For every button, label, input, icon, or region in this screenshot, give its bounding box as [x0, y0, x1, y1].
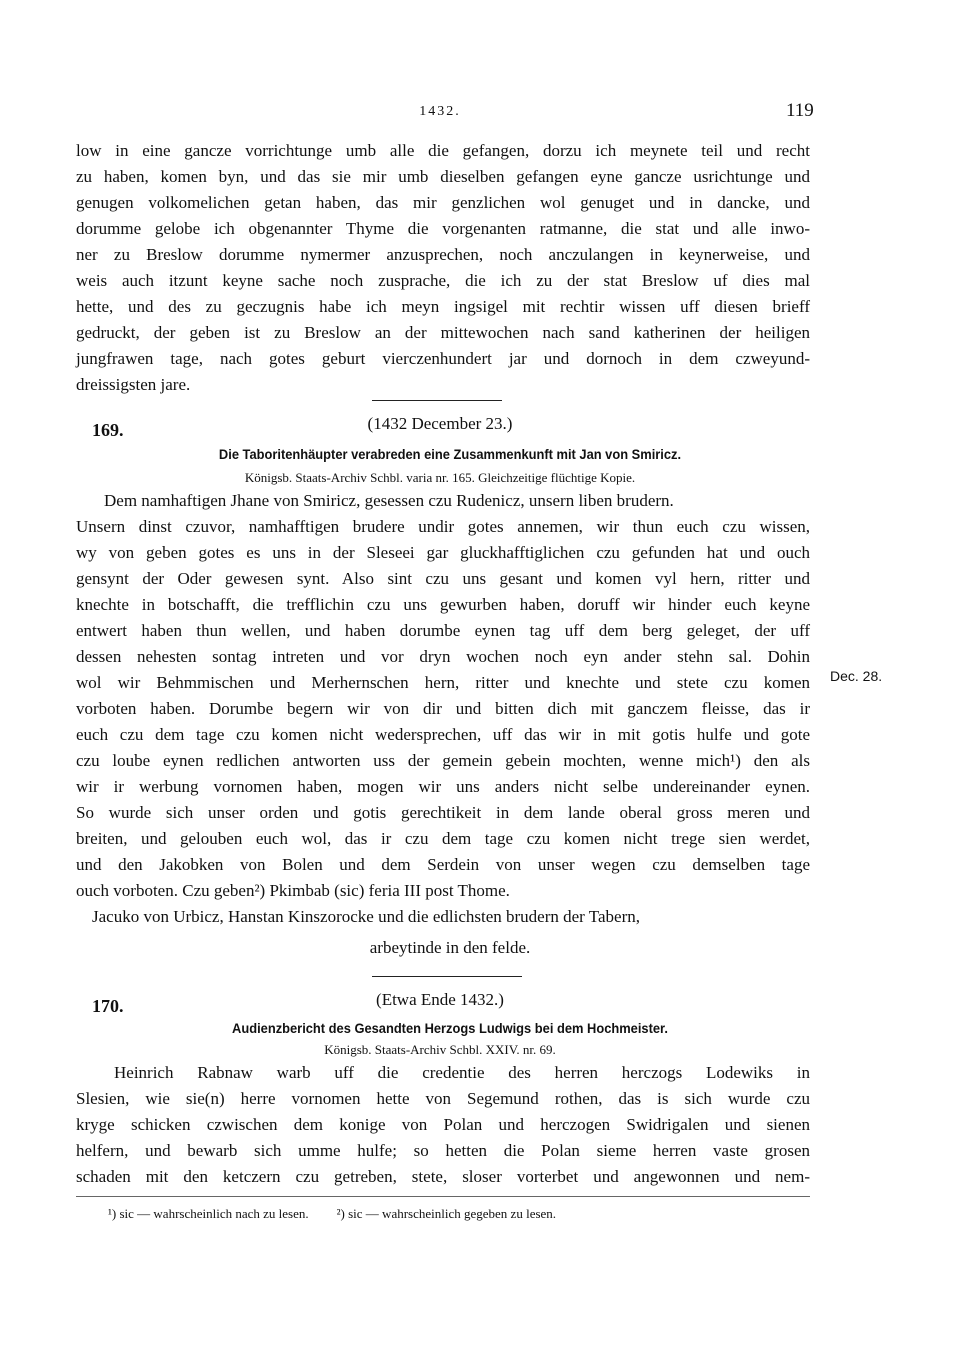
document-title: Die Taboritenhäupter verabreden eine Zusammenkunft mit Jan von Smiricz.	[218, 446, 682, 462]
text-line: Heinrich Rabnaw warb uff die credentie des herren herczogs Lodewiks in	[114, 1063, 810, 1082]
text-line: ner zu Breslow dorumme nymermer anzusprechen, noch anczulangen in keynerweise, und	[76, 245, 810, 264]
text-line: knechte in botschafft, die trefflichin czu uns gewurben haben, doruff wir hinder euch keyne	[76, 595, 810, 614]
running-header-year: 1432.	[419, 104, 461, 119]
margin-date-note: Dec. 28.	[830, 668, 883, 684]
section-divider	[372, 400, 502, 401]
text-line: zu haben, komen byn, und das sie mir umb dieselben gefangen eyne gancze usrichtunge und	[76, 167, 810, 186]
text-line: Dem namhaftigen Jhane von Smiricz, gesessen czu Rudenicz, unsern liben brudern.	[104, 491, 674, 510]
text-line: vorboten haben. Dorumbe begern wir von dir und bitten dich mit ganczem fleisse, das ir	[76, 699, 810, 718]
text-line: ouch vorboten. Czu geben²) Pkimbab (sic) feria III post Thome.	[76, 881, 510, 900]
footnote-2: ²) sic — wahrscheinlich gegeben zu lesen.	[336, 1206, 557, 1221]
footnotes	[108, 1206, 556, 1222]
text-line: und den Jakobken von Bolen und dem Serdein von unser wegen czu demselben tage	[76, 855, 810, 874]
text-line: entwert haben thun wellen, und haben dorumbe eynen tag uff dem berg geleget, der uff	[76, 621, 810, 640]
signature-line: Jacuko von Urbicz, Hanstan Kinszorocke und die edlichsten brudern der Tabern,	[92, 907, 640, 926]
document-source: Königsb. Staats-Archiv Schbl. XXIV. nr. 69.	[324, 1042, 556, 1057]
text-line: euch czu dem tage czu komen nicht wedersprechen, uff das wir in mit gotis hulfe und gote	[76, 725, 810, 744]
footnote-1: ¹) sic — wahrscheinlich nach zu lesen.	[108, 1206, 309, 1221]
text-line: wol wir Behmmischen und Merhernschen hern, ritter und knechte und stete czu komen	[76, 673, 810, 692]
text-line: schaden mit den ketczern czu getreben, stete, sloser vorterbet und angewonnen und nem-	[76, 1167, 810, 1186]
text-line: czu loube eynen redlichen antworten uss der gemein gebein mochten, wenne mich¹) den als	[76, 751, 810, 770]
document-date: (1432 December 23.)	[367, 414, 513, 433]
signature-line-continued: arbeytinde in den felde.	[369, 938, 531, 957]
text-line: wy von geben gotes es uns in der Sleseei gar gluckhafftiglichen czu gefunden hat und ouch	[76, 543, 810, 562]
text-line: dreissigsten jare.	[76, 375, 191, 394]
text-line: breiten, und gelouben euch wol, das ir czu dem tage czu komen nicht trege sien werdet,	[76, 829, 810, 848]
document-number: 170.	[92, 996, 124, 1016]
text-line: low in eine gancze vorrichtunge umb alle die gefangen, dorzu ich meynete teil und recht	[76, 141, 810, 160]
text-line: jungfrawen tage, nach gotes geburt vierczenhundert jar und dornoch in dem czweyund-	[76, 349, 810, 368]
text-line: Unsern dinst czuvor, namhafftigen brudere undir gotes annemen, wir thun euch czu wissen,	[76, 517, 810, 536]
document-number: 169.	[92, 420, 124, 440]
text-line: genugen volkomelichen getan haben, das mir genzlichen wol genuget und in dancke, und	[76, 193, 810, 212]
text-line: wir ir werbung vornomen haben, mogen wir uns anders nicht selbe undereinander eynen.	[76, 777, 810, 796]
document-title: Audienzbericht des Gesandten Herzogs Ludwigs bei dem Hochmeister.	[232, 1020, 668, 1036]
text-line: weis auch itzunt keyne sache noch zusprache, die ich zu der stat Breslow uf dies mal	[76, 271, 810, 290]
document-source: Königsb. Staats-Archiv Schbl. varia nr. 165. Gleichzeitige flüchtige Kopie.	[244, 470, 636, 485]
text-line: dessen nehesten sontag intreten und vor dryn wochen noch eyn ander stehn sal. Dohin	[76, 647, 810, 666]
text-line: gensynt der Oder gewesen synt. Also sint czu uns gesant und komen vyl hern, ritter und	[76, 569, 810, 588]
text-line: helfern, und bewarb sich umme hulfe; so hetten die Polan sieme herren vaste grosen	[76, 1141, 810, 1160]
text-line: hette, und des zu geczugnis habe ich meyn ingsigel mit rechtir wissen uff diesen brieff	[76, 297, 810, 316]
document-date: (Etwa Ende 1432.)	[376, 990, 504, 1009]
page-number: 119	[786, 100, 814, 121]
text-line: gedruckt, der geben ist zu Breslow an der mittewochen nach sand katherinen der heiligen	[76, 323, 810, 342]
text-line: Slesien, wie sie(n) herre vornomen hette von Segemund rothen, das is sich wurde czu	[76, 1089, 810, 1108]
footnote-divider	[76, 1196, 810, 1197]
text-line: dorumme gelobe ich obgenannter Thyme die vorgenanten ratmanne, die stat und alle inwo-	[76, 219, 810, 238]
section-divider	[372, 976, 522, 977]
text-line: So wurde sich unser orden und gotis gerechtikeit in dem lande oberal gross meren und	[76, 803, 810, 822]
text-line: kryge schicken czwischen dem konige von Polan und herczogen Swidrigalen und sienen	[76, 1115, 810, 1134]
